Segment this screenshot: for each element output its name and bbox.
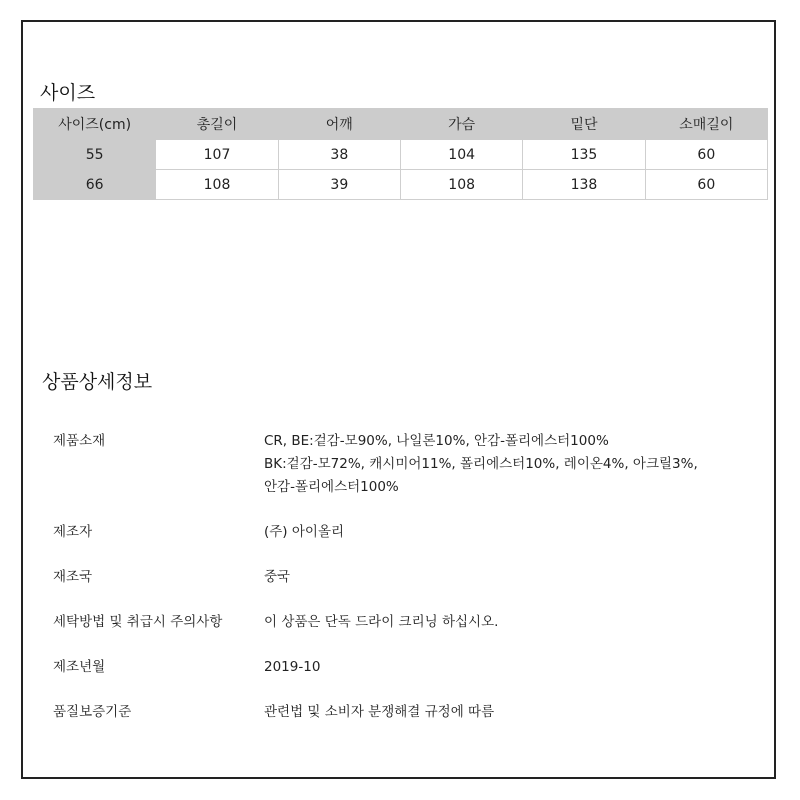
detail-value — [264, 430, 753, 499]
detail-row-care — [53, 611, 753, 634]
detail-row-manufacturer — [53, 521, 753, 544]
size-table — [33, 108, 768, 200]
table-cell: 108 — [156, 170, 278, 200]
table-cell: 135 — [523, 140, 645, 170]
detail-value-line: 중국 — [264, 569, 291, 585]
table-cell: 38 — [278, 140, 400, 170]
table-cell: 104 — [400, 140, 522, 170]
detail-label: 재조국 — [53, 569, 93, 585]
detail-value — [264, 566, 753, 589]
detail-label: 제조자 — [53, 524, 93, 540]
product-detail-list — [53, 430, 753, 724]
detail-row-manufacture-date — [53, 656, 753, 679]
table-cell: 60 — [645, 170, 767, 200]
size-label-cell: 55 — [34, 140, 156, 170]
detail-value-line: 관련법 및 소비자 분쟁해결 규정에 따름 — [264, 704, 495, 720]
table-cell: 107 — [156, 140, 278, 170]
detail-value-line: 2019-10 — [264, 659, 321, 675]
detail-section-title: 상품상세정보 — [42, 371, 153, 393]
detail-row-warranty — [53, 701, 753, 724]
detail-value-line: BK:겉감-모72%, 캐시미어11%, 폴리에스터10%, 레이온4%, 아크릴3%, — [264, 456, 698, 472]
size-table-header: 소매길이 — [645, 109, 767, 140]
table-cell: 138 — [523, 170, 645, 200]
detail-value — [264, 611, 753, 634]
table-row — [34, 140, 768, 170]
size-table-header: 밑단 — [523, 109, 645, 140]
detail-row-material — [53, 430, 753, 499]
size-table-header: 어깨 — [278, 109, 400, 140]
table-cell: 39 — [278, 170, 400, 200]
detail-label: 품질보증기준 — [53, 704, 132, 720]
detail-label: 세탁방법 및 취급시 주의사항 — [53, 614, 223, 630]
size-table-header: 가슴 — [400, 109, 522, 140]
detail-value — [264, 701, 753, 724]
table-cell: 60 — [645, 140, 767, 170]
size-table-header: 사이즈(cm) — [34, 109, 156, 140]
detail-value-line: (주) 아이올리 — [264, 524, 345, 540]
detail-label: 제조년월 — [53, 659, 106, 675]
detail-value — [264, 656, 753, 679]
detail-value-line: 이 상품은 단독 드라이 크리닝 하십시오. — [264, 614, 499, 630]
size-table-header: 총길이 — [156, 109, 278, 140]
detail-value-line: CR, BE:겉감-모90%, 나일론10%, 안감-폴리에스터100% — [264, 433, 609, 449]
size-table-header-row — [34, 109, 768, 140]
detail-label: 제품소재 — [53, 433, 106, 449]
size-section-title: 사이즈 — [40, 82, 96, 104]
table-cell: 108 — [400, 170, 522, 200]
size-label-cell: 66 — [34, 170, 156, 200]
detail-value — [264, 521, 753, 544]
detail-value-line: 안감-폴리에스터100% — [264, 479, 399, 495]
table-row — [34, 170, 768, 200]
detail-row-country — [53, 566, 753, 589]
